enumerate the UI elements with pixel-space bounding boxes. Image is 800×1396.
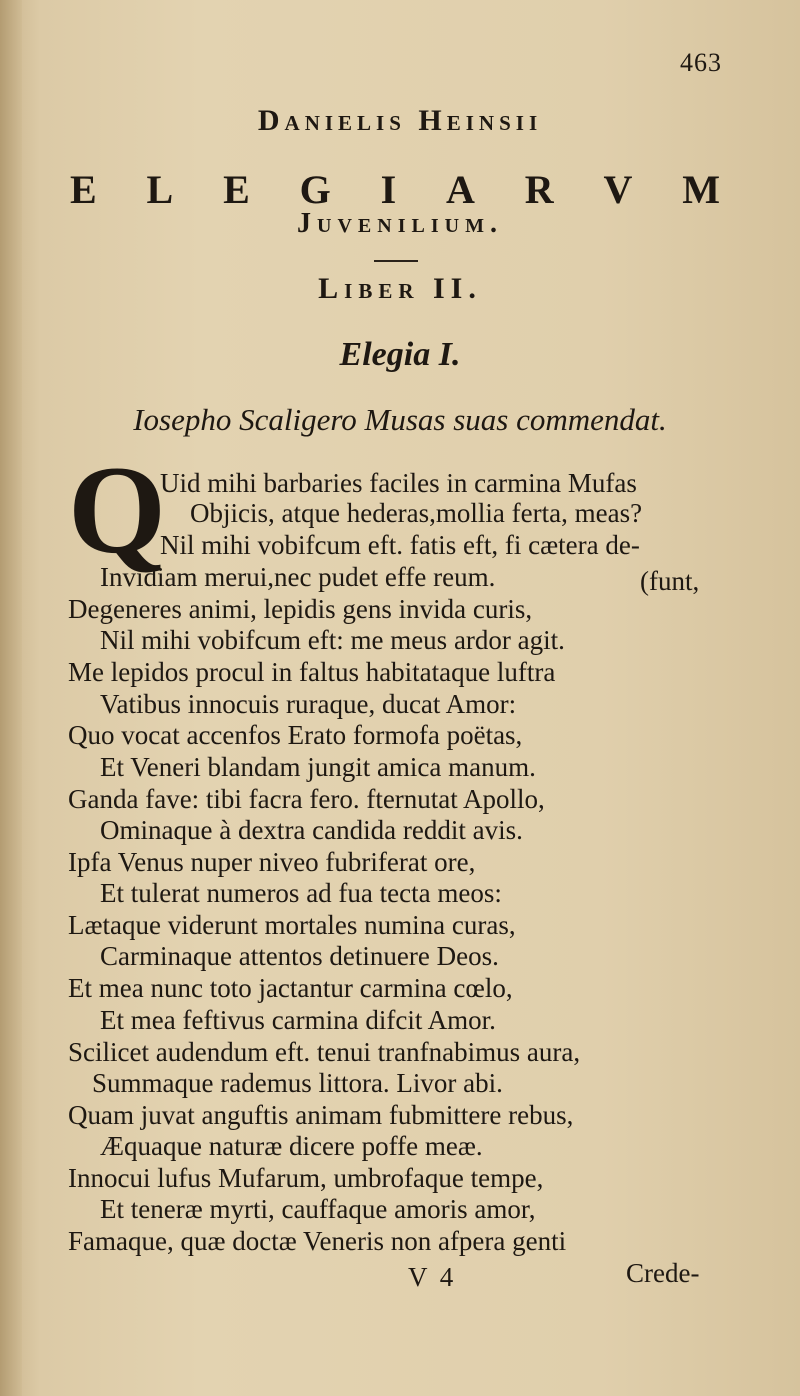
title-letter: E (70, 167, 99, 212)
title-letter: I (380, 167, 399, 212)
elegy-heading: Elegia I. (339, 336, 461, 373)
title-letter: A (445, 167, 477, 212)
title-letter: V (603, 167, 635, 212)
verse-line: Summaque rademus littora. Livor abi. (92, 1068, 503, 1098)
verse-line: Ipfa Venus nuper niveo fubriferat ore, (68, 847, 476, 877)
verse-line: Nil mihi vobifcum eft: me meus ardor agit. (100, 625, 565, 655)
drop-cap: Q (68, 441, 167, 580)
verse-line: Uid mihi barbaries faciles in carmina Mufas (160, 468, 637, 498)
title-letter: E (223, 167, 252, 212)
verse-line: Ominaque à dextra candida reddit avis. (100, 815, 523, 845)
verse-line: Scilicet audendum eft. tenui tranfnabimus aura, (68, 1037, 581, 1067)
page-number: 463 (680, 48, 722, 77)
verse-line: Vatibus innocuis ruraque, ducat Amor: (100, 689, 517, 719)
verse-line: Et tulerat numeros ad fua tecta meos: (100, 878, 502, 908)
verse-line: Invidiam merui,nec pudet effe reum. (100, 562, 496, 592)
verse-line: Me lepidos procul in faltus habitataque luftra (68, 657, 556, 687)
verse-line-turnover: (funt, (640, 566, 700, 596)
verse-line: Carminaque attentos detinuere Deos. (100, 941, 499, 971)
verse-line: Nil mihi vobifcum eft. fatis eft, fi cætera de- (160, 530, 640, 560)
title-letter: G (299, 167, 333, 212)
verse-line: Et teneræ myrti, cauffaque amoris amor, (100, 1194, 536, 1224)
verse-line: Degeneres animi, lepidis gens invida curis, (68, 594, 533, 624)
verse-line: Et mea feftivus carmina difcit Amor. (100, 1005, 496, 1035)
title-letter: M (682, 167, 722, 212)
verse-line: Æquaque naturæ dicere poffe meæ. (100, 1131, 483, 1161)
verse-line: Quam juvat anguftis animam fubmittere rebus, (68, 1100, 574, 1130)
subtitle: Juvenilium. (297, 208, 503, 239)
verse-line: Famaque, quæ doctæ Veneris non afpera genti (68, 1226, 567, 1256)
divider-rule (374, 260, 418, 262)
catchword: Crede- (626, 1258, 700, 1288)
author-heading: Danielis Heinsii (257, 104, 543, 137)
verse-line: Objicis, atque hederas,mollia ferta, meas? (190, 498, 643, 528)
verse-line: Ganda fave: tibi facra fero. fternutat Apollo, (68, 784, 545, 814)
verse-line: Quo vocat accenfos Erato formofa poëtas, (68, 720, 523, 750)
verse-line: Et Veneri blandam jungit amica manum. (100, 752, 536, 782)
verse-line: Lætaque viderunt mortales numina curas, (68, 910, 516, 940)
signature-mark: V 4 (408, 1262, 457, 1292)
title-letter: R (524, 167, 556, 212)
book-heading: Liber II. (318, 272, 482, 305)
title-letter: L (146, 167, 176, 212)
dedication-line: Iosepho Scaligero Musas suas commendat. (133, 402, 667, 437)
title-elegiarum (70, 166, 722, 213)
verse-line: Et mea nunc toto jactantur carmina cœlo, (68, 973, 513, 1003)
verse-line: Innocui lufus Mufarum, umbrofaque tempe, (68, 1163, 544, 1193)
